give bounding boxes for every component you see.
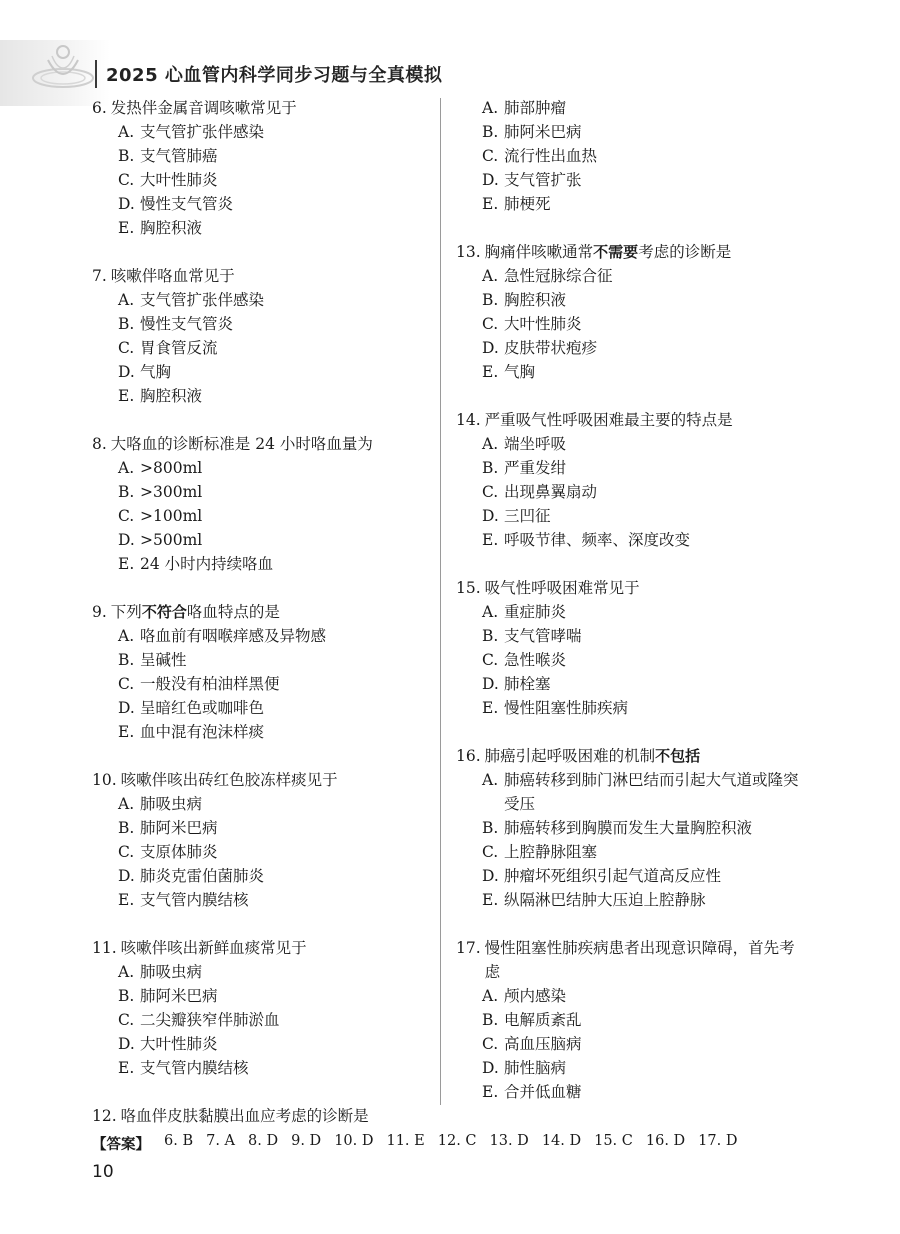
option-text: 大叶性肺炎 <box>140 171 218 189</box>
answer-option <box>118 720 437 744</box>
option-text: 肺吸虫病 <box>140 963 203 981</box>
answer-option <box>118 840 437 864</box>
left-column <box>92 96 437 1152</box>
option-letter: D. <box>482 1059 499 1077</box>
option-text: 肺梗死 <box>504 195 551 213</box>
answer-option <box>482 840 801 864</box>
question <box>456 744 801 912</box>
option-list <box>92 456 437 576</box>
answer-option <box>482 864 801 888</box>
option-letter: A. <box>118 627 135 645</box>
option-text: 急性喉炎 <box>504 651 567 669</box>
question-text <box>111 600 437 624</box>
option-letter: E. <box>482 363 499 381</box>
option-text: 支气管肺癌 <box>140 147 218 165</box>
question-text <box>111 264 437 288</box>
answer-option <box>482 984 801 1008</box>
option-text: 胃食管反流 <box>140 339 218 357</box>
option-letter: B. <box>118 147 135 165</box>
option-letter: D. <box>118 867 135 885</box>
option-letter: E. <box>482 699 499 717</box>
answer-key-item: 15. C <box>594 1133 633 1149</box>
option-letter: C. <box>118 339 135 357</box>
question <box>92 600 437 744</box>
option-letter: E. <box>118 555 135 573</box>
option-text: 肺阿米巴病 <box>504 123 582 141</box>
question <box>92 936 437 1080</box>
answer-option <box>482 288 801 312</box>
answer-key-item: 14. D <box>541 1133 582 1149</box>
answer-option <box>482 696 801 720</box>
option-text: 24 小时内持续咯血 <box>140 555 274 573</box>
option-letter: B. <box>118 315 135 333</box>
option-text: 慢性支气管炎 <box>140 315 234 333</box>
option-letter: D. <box>118 1035 135 1053</box>
answer-option <box>118 192 437 216</box>
answer-option <box>482 120 801 144</box>
answer-option <box>482 360 801 384</box>
question <box>456 576 801 720</box>
answer-option <box>482 144 801 168</box>
question-text <box>111 96 437 120</box>
option-letter: C. <box>118 507 135 525</box>
answer-option <box>118 360 437 384</box>
question-text <box>485 240 801 264</box>
question <box>456 96 801 216</box>
option-letter: E. <box>118 387 135 405</box>
question-stem <box>92 936 437 960</box>
option-text: 支气管扩张伴感染 <box>140 291 265 309</box>
answer-option <box>118 624 437 648</box>
question-number: 10. <box>92 771 117 789</box>
option-letter: C. <box>118 171 135 189</box>
header-rule <box>95 60 97 88</box>
option-text: 支气管内膜结核 <box>140 1059 249 1077</box>
option-letter: C. <box>118 843 135 861</box>
question-text <box>485 576 801 600</box>
question <box>92 1104 437 1128</box>
question-number: 17. <box>456 939 481 957</box>
question-stem <box>456 744 801 768</box>
question-number: 6. <box>92 99 107 117</box>
question-text <box>121 768 437 792</box>
option-text: 肺癌转移到肺门淋巴结而引起大气道或隆突受压 <box>504 771 799 813</box>
answer-option <box>482 600 801 624</box>
option-letter: D. <box>482 867 499 885</box>
option-text: >500ml <box>140 531 203 549</box>
option-text: 大叶性肺炎 <box>140 1035 218 1053</box>
option-text: 咯血前有咽喉痒感及异物感 <box>140 627 327 645</box>
answer-key-item: 11. E <box>386 1133 425 1149</box>
stem-before: 下列 <box>110 603 142 621</box>
answer-option <box>118 312 437 336</box>
option-letter: A. <box>118 795 135 813</box>
question-number: 14. <box>456 411 481 429</box>
question-stem <box>92 600 437 624</box>
option-text: 支气管哮喘 <box>504 627 582 645</box>
option-text: 重症肺炎 <box>504 603 567 621</box>
question-number: 7. <box>92 267 107 285</box>
option-text: 呈碱性 <box>140 651 187 669</box>
question-stem <box>456 576 801 600</box>
answer-option <box>118 864 437 888</box>
answer-option <box>118 120 437 144</box>
option-list <box>92 120 437 240</box>
option-letter: B. <box>118 651 135 669</box>
option-list <box>92 624 437 744</box>
stem-before: 咳嗽伴咳出新鲜血痰常见于 <box>120 939 307 957</box>
question <box>456 936 801 1104</box>
option-letter: C. <box>482 147 499 165</box>
answer-option <box>482 1056 801 1080</box>
option-letter: A. <box>482 99 499 117</box>
option-list <box>456 264 801 384</box>
answer-key-item: 7. A <box>206 1133 236 1149</box>
question-number: 16. <box>456 747 481 765</box>
option-letter: B. <box>482 627 499 645</box>
option-letter: E. <box>482 1083 499 1101</box>
option-letter: B. <box>482 123 499 141</box>
answer-key-item: 13. D <box>489 1133 529 1149</box>
option-letter: D. <box>118 195 135 213</box>
answer-option <box>118 216 437 240</box>
option-text: 慢性支气管炎 <box>140 195 234 213</box>
column-divider <box>440 98 441 1105</box>
option-text: 肺栓塞 <box>504 675 551 693</box>
option-list <box>456 96 801 216</box>
option-text: 流行性出血热 <box>504 147 598 165</box>
answer-option <box>482 816 801 840</box>
option-list <box>92 288 437 408</box>
option-letter: C. <box>482 843 499 861</box>
option-text: 合并低血糖 <box>504 1083 582 1101</box>
option-letter: E. <box>118 891 135 909</box>
option-letter: B. <box>118 483 135 501</box>
question-number: 12. <box>92 1107 117 1125</box>
answer-option <box>482 336 801 360</box>
answer-option <box>118 456 437 480</box>
option-letter: E. <box>118 219 135 237</box>
answer-option <box>118 480 437 504</box>
option-list <box>456 432 801 552</box>
option-text: 肺阿米巴病 <box>140 987 218 1005</box>
answer-option <box>482 96 801 120</box>
stem-after: 咯血特点的是 <box>186 603 280 621</box>
option-text: 纵隔淋巴结肿大压迫上腔静脉 <box>504 891 706 909</box>
question-stem <box>92 264 437 288</box>
answer-option <box>118 1056 437 1080</box>
answer-option <box>482 480 801 504</box>
option-letter: B. <box>482 1011 499 1029</box>
answer-option <box>482 456 801 480</box>
option-text: 肺阿米巴病 <box>140 819 218 837</box>
answer-key <box>92 1133 750 1154</box>
option-text: 皮肤带状疱疹 <box>504 339 598 357</box>
option-letter: D. <box>118 699 135 717</box>
option-text: 严重发绀 <box>504 459 567 477</box>
answer-key-item: 6. B <box>164 1133 194 1149</box>
answer-option <box>482 1080 801 1104</box>
question <box>92 768 437 912</box>
stem-emphasis: 不符合 <box>141 603 187 621</box>
answer-option <box>482 432 801 456</box>
stem-before: 吸气性呼吸困难常见于 <box>484 579 640 597</box>
question <box>456 408 801 552</box>
option-text: 气胸 <box>504 363 536 381</box>
answer-option <box>118 696 437 720</box>
option-list <box>456 984 801 1104</box>
question-stem <box>456 936 801 984</box>
stem-before: 咯血伴皮肤黏膜出血应考虑的诊断是 <box>120 1107 369 1125</box>
question-number: 11. <box>92 939 117 957</box>
answer-option <box>118 336 437 360</box>
option-letter: E. <box>118 723 135 741</box>
question-text <box>485 408 801 432</box>
option-text: 胸腔积液 <box>140 387 203 405</box>
option-letter: C. <box>482 1035 499 1053</box>
answer-option <box>118 960 437 984</box>
answer-option <box>482 264 801 288</box>
answer-option <box>482 624 801 648</box>
stem-before: 咳嗽伴咳出砖红色胶冻样痰见于 <box>120 771 338 789</box>
option-letter: D. <box>118 531 135 549</box>
option-letter: B. <box>482 291 499 309</box>
option-letter: E. <box>118 1059 135 1077</box>
answer-option <box>482 504 801 528</box>
option-letter: C. <box>482 651 499 669</box>
page-number: 10 <box>92 1162 114 1182</box>
question <box>456 240 801 384</box>
question-number: 15. <box>456 579 481 597</box>
option-letter: A. <box>118 291 135 309</box>
answer-option <box>118 168 437 192</box>
option-list <box>92 960 437 1080</box>
question-stem <box>92 96 437 120</box>
question-stem <box>92 768 437 792</box>
answer-option <box>118 984 437 1008</box>
answer-option <box>118 288 437 312</box>
option-text: 大叶性肺炎 <box>504 315 582 333</box>
option-text: 支气管扩张 <box>504 171 582 189</box>
option-text: 电解质紊乱 <box>504 1011 582 1029</box>
stem-before: 慢性阻塞性肺疾病患者出现意识障碍，首先考虑 <box>484 939 795 981</box>
answer-option <box>118 552 437 576</box>
answer-option <box>118 1008 437 1032</box>
option-text: 上腔静脉阻塞 <box>504 843 598 861</box>
answer-key-item: 9. D <box>291 1133 322 1149</box>
answer-option <box>482 648 801 672</box>
stem-emphasis: 不需要 <box>593 243 639 261</box>
answer-option <box>118 648 437 672</box>
answer-key-item: 12. C <box>437 1133 477 1149</box>
answer-option <box>118 672 437 696</box>
question-stem <box>456 240 801 264</box>
stem-before: 胸痛伴咳嗽通常 <box>484 243 594 261</box>
stem-before: 大咯血的诊断标准是 24 小时咯血量为 <box>110 435 373 453</box>
option-text: 一般没有柏油样黑便 <box>140 675 280 693</box>
answer-key-item: 17. D <box>698 1133 738 1149</box>
answer-option <box>482 1032 801 1056</box>
answer-option <box>118 144 437 168</box>
option-list <box>456 600 801 720</box>
option-text: 肺吸虫病 <box>140 795 203 813</box>
answer-option <box>118 792 437 816</box>
question-text <box>111 432 437 456</box>
option-letter: A. <box>482 435 499 453</box>
option-text: 慢性阻塞性肺疾病 <box>504 699 629 717</box>
answer-option <box>482 528 801 552</box>
option-letter: C. <box>118 675 135 693</box>
option-letter: B. <box>118 819 135 837</box>
answer-option <box>482 888 801 912</box>
option-letter: C. <box>118 1011 135 1029</box>
stem-before: 严重吸气性呼吸困难最主要的特点是 <box>484 411 733 429</box>
answer-option <box>482 672 801 696</box>
question <box>92 264 437 408</box>
question <box>92 96 437 240</box>
option-letter: D. <box>482 675 499 693</box>
option-text: 支气管扩张伴感染 <box>140 123 265 141</box>
stem-emphasis: 不包括 <box>655 747 701 765</box>
option-list <box>92 792 437 912</box>
option-letter: D. <box>482 171 499 189</box>
answer-option <box>482 1008 801 1032</box>
answer-option <box>118 384 437 408</box>
stem-before: 咳嗽伴咯血常见于 <box>110 267 235 285</box>
option-letter: D. <box>482 507 499 525</box>
option-text: 支原体肺炎 <box>140 843 218 861</box>
option-text: 出现鼻翼扇动 <box>504 483 598 501</box>
option-text: 血中混有泡沫样痰 <box>140 723 265 741</box>
stem-after: 考虑的诊断是 <box>638 243 732 261</box>
option-letter: A. <box>118 963 135 981</box>
answer-option <box>482 312 801 336</box>
option-text: 胸腔积液 <box>140 219 203 237</box>
logo-icon <box>30 38 96 92</box>
option-letter: D. <box>118 363 135 381</box>
right-column <box>456 96 801 1128</box>
option-letter: C. <box>482 483 499 501</box>
question-stem <box>92 1104 437 1128</box>
option-text: 肺性脑病 <box>504 1059 567 1077</box>
answer-key-items <box>164 1133 750 1154</box>
option-letter: A. <box>118 123 135 141</box>
option-text: 端坐呼吸 <box>504 435 567 453</box>
question-number: 9. <box>92 603 107 621</box>
option-letter: A. <box>118 459 135 477</box>
stem-before: 肺癌引起呼吸困难的机制 <box>484 747 656 765</box>
question-number: 8. <box>92 435 107 453</box>
answer-option <box>118 1032 437 1056</box>
option-text: 肺癌转移到胸膜而发生大量胸腔积液 <box>504 819 753 837</box>
question-text <box>485 744 801 768</box>
option-text: 呈暗红色或咖啡色 <box>140 699 265 717</box>
question <box>92 432 437 576</box>
option-letter: A. <box>482 603 499 621</box>
option-text: 三凹征 <box>504 507 551 525</box>
book-title: 2025 心血管内科学同步习题与全真模拟 <box>106 65 443 86</box>
option-letter: C. <box>482 315 499 333</box>
answer-option <box>118 888 437 912</box>
option-text: 气胸 <box>140 363 172 381</box>
option-letter: E. <box>482 531 499 549</box>
option-letter: B. <box>482 819 499 837</box>
option-text: 急性冠脉综合征 <box>504 267 613 285</box>
answer-option <box>482 192 801 216</box>
option-text: 胸腔积液 <box>504 291 567 309</box>
answer-key-item: 8. D <box>248 1133 279 1149</box>
option-letter: B. <box>482 459 499 477</box>
option-text: 二尖瓣狭窄伴肺淤血 <box>140 1011 280 1029</box>
answer-key-item: 10. D <box>334 1133 374 1149</box>
option-text: 颅内感染 <box>504 987 567 1005</box>
option-letter: A. <box>482 771 499 789</box>
answer-option <box>118 504 437 528</box>
option-text: >100ml <box>140 507 203 525</box>
option-letter: E. <box>482 195 499 213</box>
option-text: 呼吸节律、频率、深度改变 <box>504 531 691 549</box>
question-number: 13. <box>456 243 481 261</box>
option-text: 支气管内膜结核 <box>140 891 249 909</box>
option-text: 肿瘤坏死组织引起气道高反应性 <box>504 867 722 885</box>
option-text: 肺炎克雷伯菌肺炎 <box>140 867 265 885</box>
answer-option <box>482 768 801 816</box>
option-text: 高血压脑病 <box>504 1035 582 1053</box>
question-text <box>485 936 801 984</box>
option-letter: D. <box>482 339 499 357</box>
question-stem <box>92 432 437 456</box>
option-letter: B. <box>118 987 135 1005</box>
option-text: >300ml <box>140 483 203 501</box>
option-text: >800ml <box>140 459 203 477</box>
option-letter: A. <box>482 267 499 285</box>
option-text: 肺部肿瘤 <box>504 99 567 117</box>
answer-key-label: 【答案】 <box>92 1137 150 1153</box>
answer-option <box>118 528 437 552</box>
option-letter: E. <box>482 891 499 909</box>
question-stem <box>456 408 801 432</box>
option-list <box>456 768 801 912</box>
answer-option <box>482 168 801 192</box>
answer-key-item: 16. D <box>645 1133 686 1149</box>
answer-option <box>118 816 437 840</box>
question-text <box>121 936 437 960</box>
question-text <box>121 1104 437 1128</box>
stem-before: 发热伴金属音调咳嗽常见于 <box>110 99 297 117</box>
option-letter: A. <box>482 987 499 1005</box>
